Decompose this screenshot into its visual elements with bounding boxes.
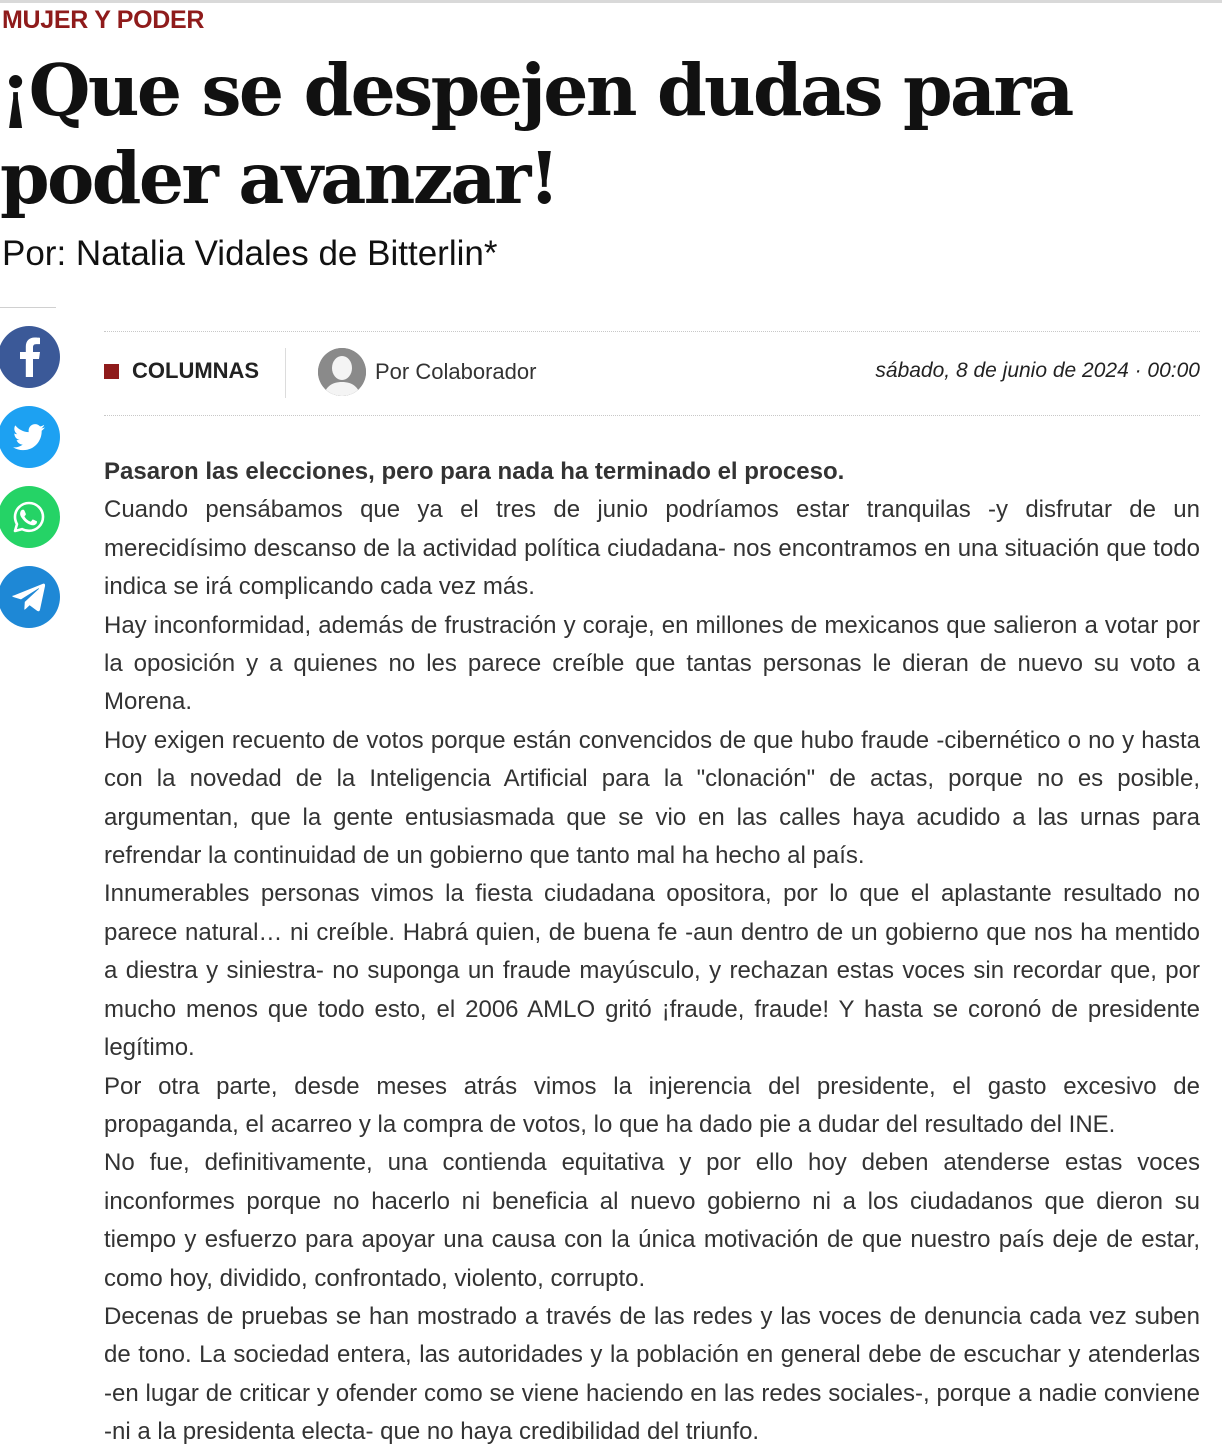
divider — [0, 307, 56, 308]
meta-top-rule — [104, 331, 1200, 332]
twitter-icon — [13, 424, 45, 451]
category-label: COLUMNAS — [132, 358, 260, 383]
author-name: Por Colaborador — [375, 359, 537, 384]
share-telegram-button[interactable] — [0, 566, 60, 628]
telegram-icon — [12, 582, 46, 612]
article-paragraph: Decenas de pruebas se han mostrado a través de las redes y las voces de denuncia cada vez suben de tono. La sociedad entera, las autoridades y la población en general debe de escuchar y atenderlas -en lugar de criticar y ofender como se viene haciendo en las redes sociales-, porque a nadie conviene -ni a la presidenta electa- que no haya credibilidad del triunfo. — [104, 1302, 1200, 1446]
share-whatsapp-button[interactable] — [0, 486, 60, 548]
top-border — [0, 0, 1222, 3]
facebook-icon — [16, 337, 42, 377]
share-twitter-button[interactable] — [0, 406, 60, 468]
article-paragraph: Innumerables personas vimos la fiesta ciudadana opositora, por lo que el aplastante resultado no parece natural… ni creíble. Habrá quien, de buena fe -aun dentro de un gobierno que nos ha mentido a diestra y siniestra- no suponga un fraude mayúsculo, y rechazan estas voces sin recordar que, por mucho menos que todo esto, el 2006 AMLO gritó ¡fraude, fraude! Y hasta se coronó de presidente legítimo. — [104, 880, 1200, 1062]
article-paragraph: Hoy exigen recuento de votos porque están convencidos de que hubo fraude -cibernético o no y hasta con la novedad de la Inteligencia Artificial para la "clonación" de actas, porque no es posible, argumentan, que la gente entusiasmada que se vio en las calles haya acudido a las urnas para refrendar la continuidad de un gobierno que tanto mal ha hecho al país. — [104, 726, 1200, 870]
category-link[interactable] — [104, 358, 259, 384]
whatsapp-icon — [12, 500, 46, 534]
avatar — [318, 348, 366, 396]
article-title: ¡Que se despejen dudas para poder avanzar! — [0, 48, 1072, 220]
article-paragraph: Por otra parte, desde meses atrás vimos la injerencia del presidente, el gasto excesivo de propaganda, el acarreo y la compra de votos, lo que ha dado pie a dudar del resultado del INE. — [104, 1072, 1200, 1138]
article-body — [104, 453, 1200, 1452]
article-paragraph: Hay inconformidad, además de frustración y coraje, en millones de mexicanos que salieron a votar por la oposición y a quienes no les parece creíble que tantas personas le dieran de nuevo su voto a Morena. — [104, 611, 1200, 716]
article-byline: Por: Natalia Vidales de Bitterlin* — [2, 234, 498, 273]
meta-bottom-rule — [104, 415, 1200, 416]
section-kicker-link[interactable]: MUJER Y PODER — [2, 6, 205, 34]
article-paragraph: Cuando pensábamos que ya el tres de junio podríamos estar tranquilas -y disfrutar de un merecidísimo descanso de la actividad política ciudadana- nos encontramos en una situación que todo indica se irá complicando cada vez más. — [104, 496, 1200, 601]
category-square-icon — [104, 364, 119, 379]
article-paragraph: No fue, definitivamente, una contienda equitativa y por ello hoy deben atenderse estas voces inconformes porque no hacerlo ni beneficia al nuevo gobierno ni a los ciudadanos que dieron su tiempo y esfuerzo para apoyar una causa con la única motivación de que nuestro país deje de estar, como hoy, dividido, confrontado, violento, corrupto. — [104, 1149, 1200, 1292]
share-facebook-button[interactable] — [0, 326, 60, 388]
meta-divider — [285, 348, 286, 398]
user-silhouette-icon — [318, 348, 366, 396]
article-lead: Pasaron las elecciones, pero para nada ha terminado el proceso. — [104, 458, 845, 485]
publish-date: sábado, 8 de junio de 2024 · 00:00 — [875, 359, 1200, 382]
author-link[interactable] — [318, 348, 536, 396]
